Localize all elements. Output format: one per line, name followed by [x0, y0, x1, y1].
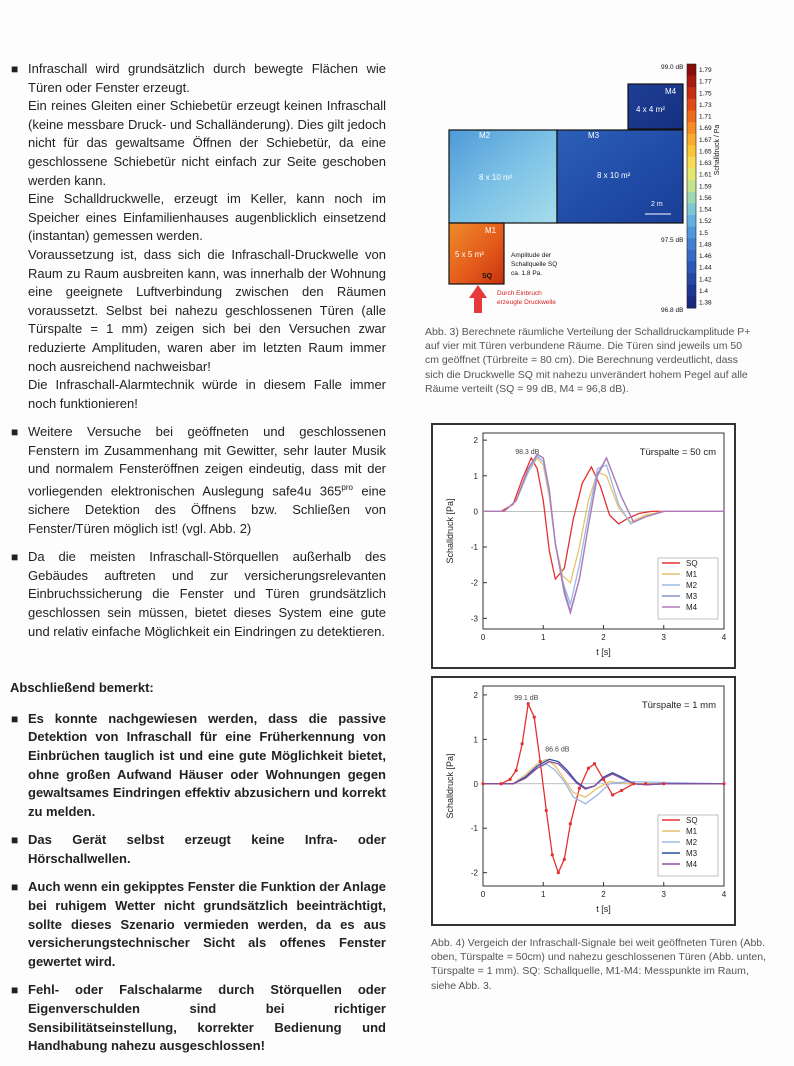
colorbar-tick-label: 1.56 — [699, 194, 712, 202]
room-m3-label: M3 — [588, 131, 600, 140]
colorbar-tick-label: 1.5 — [699, 229, 709, 237]
paragraph: Es konnte nachgewiesen werden, dass die passive Detektion von Infraschall für eine Früherkennung von Einbrüchen tauglich ist und eine gute Möglichkeit bietet, ohne großen Aufwand Häuser oder Wohnungen gegen gewaltsames Eindringen effektiv abzusichern und korrekt zu melden. — [28, 710, 386, 819]
sq-data-point — [533, 716, 536, 719]
chart-svg — [433, 678, 734, 924]
x-axis-label: t [s] — [596, 904, 611, 914]
y-tick-label: 1 — [473, 735, 478, 745]
colorbar-tick-label: 1.61 — [699, 171, 712, 179]
x-tick-label: 2 — [601, 633, 606, 642]
colorbar-segment — [687, 145, 696, 157]
db-max-label: 99.0 dB — [661, 64, 684, 71]
figure-3-caption: Abb. 3) Berechnete räumliche Verteilung der Schalldruckamplitude P+ auf vier mit Türen verbundene Räume. Die Türen sind jeweils um 50 cm geöffnet (Türbreite = 80 cm). Die Berechnung verdeutlicht, dass sich die Druckwelle SQ mit nahezu unverändert hohem Pegel auf alle Räume verteilt (SQ = 99 dB, M4 = 96,8 dB). — [425, 326, 751, 395]
sq-data-point — [602, 778, 605, 781]
paragraph: Da die meisten Infraschall-Störquellen außerhalb des Gebäudes auftreten und zur versicherungsrelevanten Einbruchssicherung die Fenster und Türen grundsätzlich geschlossen sein müssen, bietet dieses System eine gute und relativ einfache Möglichkeit ein Eindringen zu detektieren. — [28, 549, 386, 639]
conclusion-item — [10, 710, 386, 822]
colorbar-tick-label: 1.75 — [699, 90, 712, 98]
pressure-wave-arrow-icon — [469, 285, 487, 313]
text-span: Weitere Versuche bei geöffneten und geschlossenen Fenstern im Zusammenhang mit Gewitter, sehr lauter Musik und normalem Fensteröffnen zeigen eindeutig, dass mit der vorliegenden elektronischen Auslegung safe4u 365 — [28, 424, 386, 499]
colorbar-segment — [687, 157, 696, 169]
arrow-note: Durch Einbruch — [497, 290, 542, 297]
paragraph: Eine Schalldruckwelle, erzeugt im Keller, kann noch im Speicher eines Einfamilienhauses augenblicklich einsetzend (instantan) gemessen werden. — [28, 191, 386, 244]
bullet-icon: ■ — [11, 833, 19, 848]
y-axis-label: Schalldruck [Pa] — [445, 753, 455, 819]
sq-data-point — [527, 702, 530, 705]
amplitude-note: Amplitude der — [511, 252, 552, 259]
amplitude-note: Schallquelle SQ — [511, 261, 558, 268]
colorbar-tick-label: 1.65 — [699, 148, 712, 156]
colorbar-label: Schalldruck / Pa — [714, 124, 721, 176]
source-sq-label: SQ — [482, 273, 493, 280]
colorbar-tick-label: 1.71 — [699, 113, 712, 121]
y-tick-label: 0 — [473, 779, 478, 789]
chart-svg — [433, 425, 734, 667]
sq-data-point — [611, 793, 614, 796]
x-tick-label: 3 — [661, 633, 666, 642]
sq-data-point — [545, 809, 548, 812]
colorbar-tick-label: 1.67 — [699, 136, 712, 144]
colorbar-segment — [687, 273, 696, 285]
y-tick-label: 2 — [473, 690, 478, 700]
bullet-icon: ■ — [11, 62, 19, 76]
x-tick-label: 4 — [721, 890, 727, 899]
chart-door-50cm — [431, 423, 736, 669]
colorbar-tick-label: 1.63 — [699, 160, 712, 168]
x-tick-label: 2 — [601, 890, 606, 899]
y-tick-label: 2 — [473, 436, 478, 446]
bullet-infraschall — [10, 60, 386, 413]
y-tick-label: -3 — [470, 614, 478, 624]
sq-data-point — [578, 787, 581, 790]
colorbar-segment — [687, 192, 696, 204]
x-axis-label: t [s] — [596, 647, 611, 657]
conclusion-item — [10, 878, 386, 971]
colorbar-segment — [687, 227, 696, 239]
paragraph: Ein reines Gleiten einer Schiebetür erzeugt keinen Infraschall (keine messbare Druck- und Schalländerung). Dies gilt jedoch nicht für das gewaltsame Öffnen der Schiebetür, da eine geschlossene Schiebetür nicht einfach zur Seite geschoben werden kann. — [28, 98, 386, 188]
colorbar — [687, 64, 712, 309]
text-span: eine sichere Detektion des Öffnens bzw. Schließen von Fenster/Türen möglich ist! (vgl. Abb. 2) — [28, 483, 386, 536]
colorbar-tick-label: 1.79 — [699, 67, 712, 75]
bullet-icon: ■ — [11, 425, 19, 440]
legend-label: M4 — [686, 603, 698, 612]
legend-label: M1 — [686, 570, 698, 579]
x-tick-label: 0 — [480, 890, 486, 899]
sq-data-point — [521, 742, 524, 745]
colorbar-tick-label: 1.48 — [699, 241, 712, 249]
paragraph — [28, 423, 386, 538]
colorbar-segment — [687, 134, 696, 146]
conclusion-item — [10, 981, 386, 1055]
figure-4-caption: Abb. 4) Vergeich der Infraschall-Signale bei weit geöffneten Türen (Abb. oben, Türspalte = 50cm) und nahezu geschlossenen Türen (Abb. unten, Türspalte = 1 mm). SQ: Schallquelle, M1-M4: Messpunkte im Raum, siehe Abb. 3. — [431, 937, 766, 992]
room-m2-area: 8 x 10 m² — [479, 173, 513, 182]
x-tick-label: 0 — [480, 633, 486, 642]
paragraph: Fehl- oder Falschalarme durch Störquellen oder Eigenverschulden sind bei richtiger Sensibilitätseinstellung, korrekter Bedienung und Handhabung nahezu ausgeschlossen! — [28, 982, 386, 1054]
text-column — [10, 60, 386, 1066]
bullet-icon: ■ — [11, 983, 19, 998]
colorbar-segment — [687, 296, 696, 308]
sq-data-point — [551, 853, 554, 856]
colorbar-segment — [687, 250, 696, 262]
paragraph: Die Infraschall-Alarmtechnik würde in diesem Falle immer noch funktionieren! — [28, 377, 386, 411]
sq-data-point — [722, 782, 725, 785]
colorbar-tick-label: 1.38 — [699, 299, 712, 307]
room-m2-label: M2 — [479, 131, 491, 140]
bullet-icon: ■ — [11, 550, 19, 565]
legend-label: M2 — [686, 581, 698, 590]
peak-annotation: 99.1 dB — [514, 694, 539, 702]
sq-data-point — [557, 871, 560, 874]
room-m1-label: M1 — [485, 226, 497, 235]
colorbar-segment — [687, 180, 696, 192]
room-m4-area: 4 x 4 m² — [636, 105, 665, 114]
sq-data-point — [620, 789, 623, 792]
db-min-label: 96.8 dB — [661, 307, 684, 314]
colorbar-segment — [687, 262, 696, 274]
amplitude-note: ca. 1.8 Pa. — [511, 270, 543, 277]
colorbar-tick-label: 1.54 — [699, 206, 712, 214]
sq-data-point — [587, 767, 590, 770]
sq-data-point — [569, 822, 572, 825]
y-tick-label: -2 — [470, 578, 478, 588]
y-tick-label: 0 — [473, 507, 478, 517]
chart-title: Türspalte = 50 cm — [639, 447, 716, 458]
sq-data-point — [644, 782, 647, 785]
sq-data-point — [593, 762, 596, 765]
colorbar-tick-label: 1.73 — [699, 101, 712, 109]
colorbar-segment — [687, 285, 696, 297]
arrow-note: erzeugte Druckwelle — [497, 299, 556, 306]
chart-title: Türspalte = 1 mm — [641, 700, 716, 711]
x-tick-label: 3 — [661, 890, 666, 899]
bullet-versuche — [10, 423, 386, 538]
legend-label: M4 — [686, 860, 698, 869]
colorbar-tick-label: 1.42 — [699, 276, 712, 284]
colorbar-tick-label: 1.44 — [699, 264, 712, 272]
colorbar-segment — [687, 169, 696, 181]
colorbar-segment — [687, 203, 696, 215]
y-axis-label: Schalldruck [Pa] — [445, 498, 455, 564]
sq-data-point — [632, 782, 635, 785]
colorbar-tick-label: 1.52 — [699, 218, 712, 226]
bullet-icon: ■ — [11, 711, 19, 726]
chart-door-1mm — [431, 676, 736, 926]
y-tick-label: 1 — [473, 471, 478, 481]
legend-label: M1 — [686, 827, 698, 836]
section-title: Abschließend bemerkt: — [10, 680, 154, 696]
colorbar-tick-label: 1.69 — [699, 125, 712, 133]
colorbar-tick-label: 1.46 — [699, 253, 712, 261]
bullet-icon: ■ — [11, 880, 19, 895]
sq-data-point — [662, 782, 665, 785]
sq-data-point — [509, 778, 512, 781]
colorbar-segment — [687, 99, 696, 111]
room-m3-area: 8 x 10 m² — [597, 171, 631, 180]
bullet-stoerquellen — [10, 548, 386, 641]
sq-data-point — [563, 858, 566, 861]
legend-label: M3 — [686, 592, 698, 601]
colorbar-tick-label: 1.4 — [699, 287, 709, 295]
x-tick-label: 4 — [721, 633, 727, 642]
legend-label: M2 — [686, 838, 698, 847]
sq-data-point — [499, 782, 502, 785]
x-tick-label: 1 — [541, 633, 546, 642]
colorbar-segment — [687, 122, 696, 134]
legend-label: M3 — [686, 849, 698, 858]
colorbar-tick-label: 1.77 — [699, 78, 712, 86]
y-tick-label: -2 — [470, 868, 478, 878]
legend-label: SQ — [686, 559, 698, 568]
colorbar-segment — [687, 64, 696, 76]
colorbar-segment — [687, 238, 696, 250]
scale-label: 2 m — [651, 201, 663, 208]
room-pressure-map — [425, 58, 725, 316]
room-m4-label: M4 — [665, 87, 677, 96]
colorbar-segment — [687, 215, 696, 227]
paragraph: Voraussetzung ist, dass sich die Infraschall-Druckwelle von Raum zu Raum ausbreiten kann, was innerhalb der Wohnung eine geeignete Luftverbindung zwischen den Räumen voraussetzt. Selbst bei nahezu geschlossenen Türen (alle Türspalte = 1 mm) zeigen sich bei den Versuchen zwar reduzierte Amplituden, waren aber im letzten Raum immer noch ausreichend nachweisbar! — [28, 246, 386, 374]
legend-label: SQ — [686, 816, 698, 825]
conclusion-item — [10, 831, 386, 868]
paragraph: Auch wenn ein gekipptes Fenster die Funktion der Anlage bei ruhigem Wetter nicht grundsätzlich beeinträchtigt, sollte dieses Szenario vermieden werden, da es aus versicherungstechnischer Sicht als offenes Fenster gewertet wird. — [28, 879, 386, 969]
sq-data-point — [481, 782, 484, 785]
y-tick-label: -1 — [470, 824, 478, 834]
colorbar-segment — [687, 76, 696, 88]
x-tick-label: 1 — [541, 890, 546, 899]
paragraph: Infraschall wird grundsätzlich durch bewegte Flächen wie Türen oder Fenster erzeugt. — [28, 61, 386, 95]
superscript: pro — [341, 483, 353, 493]
y-tick-label: -1 — [470, 543, 478, 553]
colorbar-segment — [687, 110, 696, 122]
peak-annotation: 98.3 dB — [515, 448, 540, 456]
colorbar-tick-label: 1.59 — [699, 183, 712, 191]
colorbar-segment — [687, 87, 696, 99]
peak-annotation: 86.6 dB — [545, 746, 570, 754]
sq-data-point — [515, 769, 518, 772]
paragraph: Das Gerät selbst erzeugt keine Infra- oder Hörschallwellen. — [28, 832, 386, 866]
sq-data-point — [539, 760, 542, 763]
db-mid-label: 97.5 dB — [661, 237, 684, 244]
room-m1-area: 5 x 5 m² — [455, 250, 484, 259]
